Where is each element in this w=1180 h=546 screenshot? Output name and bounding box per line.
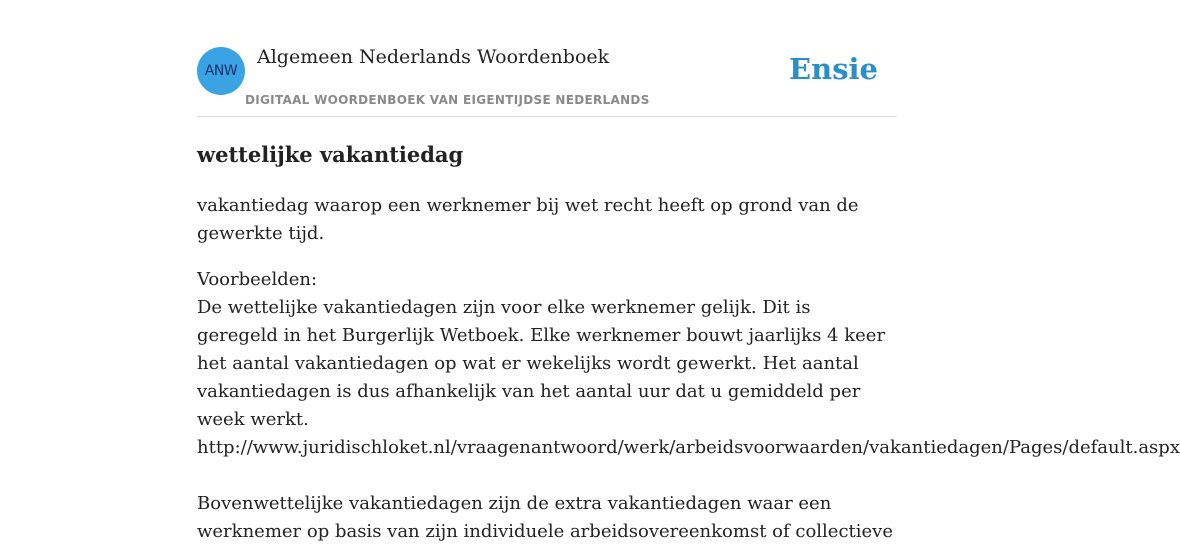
logo-text: ANW [204, 63, 238, 79]
entry-content [197, 140, 1180, 546]
example-text-2: Bovenwettelijke vakantiedagen zijn de extra vakantiedagen waar een werknemer op basis van zijn individuele arbeidsovereenkomst of collectieve [197, 493, 893, 542]
examples-label: Voorbeelden: [197, 269, 318, 290]
entry-definition: vakantiedag waarop een werknemer bij wet recht heeft op grond van de gewerkte tijd. [197, 195, 859, 244]
example-separator [197, 462, 1024, 490]
entry-headword: wettelijke vakantiedag [197, 142, 464, 167]
site-title[interactable]: Algemeen Nederlands Woordenboek [257, 46, 610, 68]
ensie-brand-logo[interactable]: Ensie [789, 52, 878, 86]
anw-logo[interactable] [197, 47, 245, 95]
site-subtitle: DIGITAAL WOORDENBOEK VAN EIGENTIJDSE NEDERLANDS [245, 93, 650, 107]
example-source-url: http://www.juridischloket.nl/vraagenantwoord/werk/arbeidsvoorwaarden/vakantiedagen/Pages/default.aspx [197, 437, 1180, 458]
example-text: De wettelijke vakantiedagen zijn voor elke werknemer gelijk. Dit is geregeld in het Burgerlijk Wetboek. Elke werknemer bouwt jaarlijks 4 keer het aantal vakantiedagen op wat er wekelijks wordt gewerkt. Het aantal vakantiedagen is dus afhankelijk van het aantal uur dat u gemiddeld per week werkt. [197, 297, 886, 430]
site-header [197, 40, 897, 117]
